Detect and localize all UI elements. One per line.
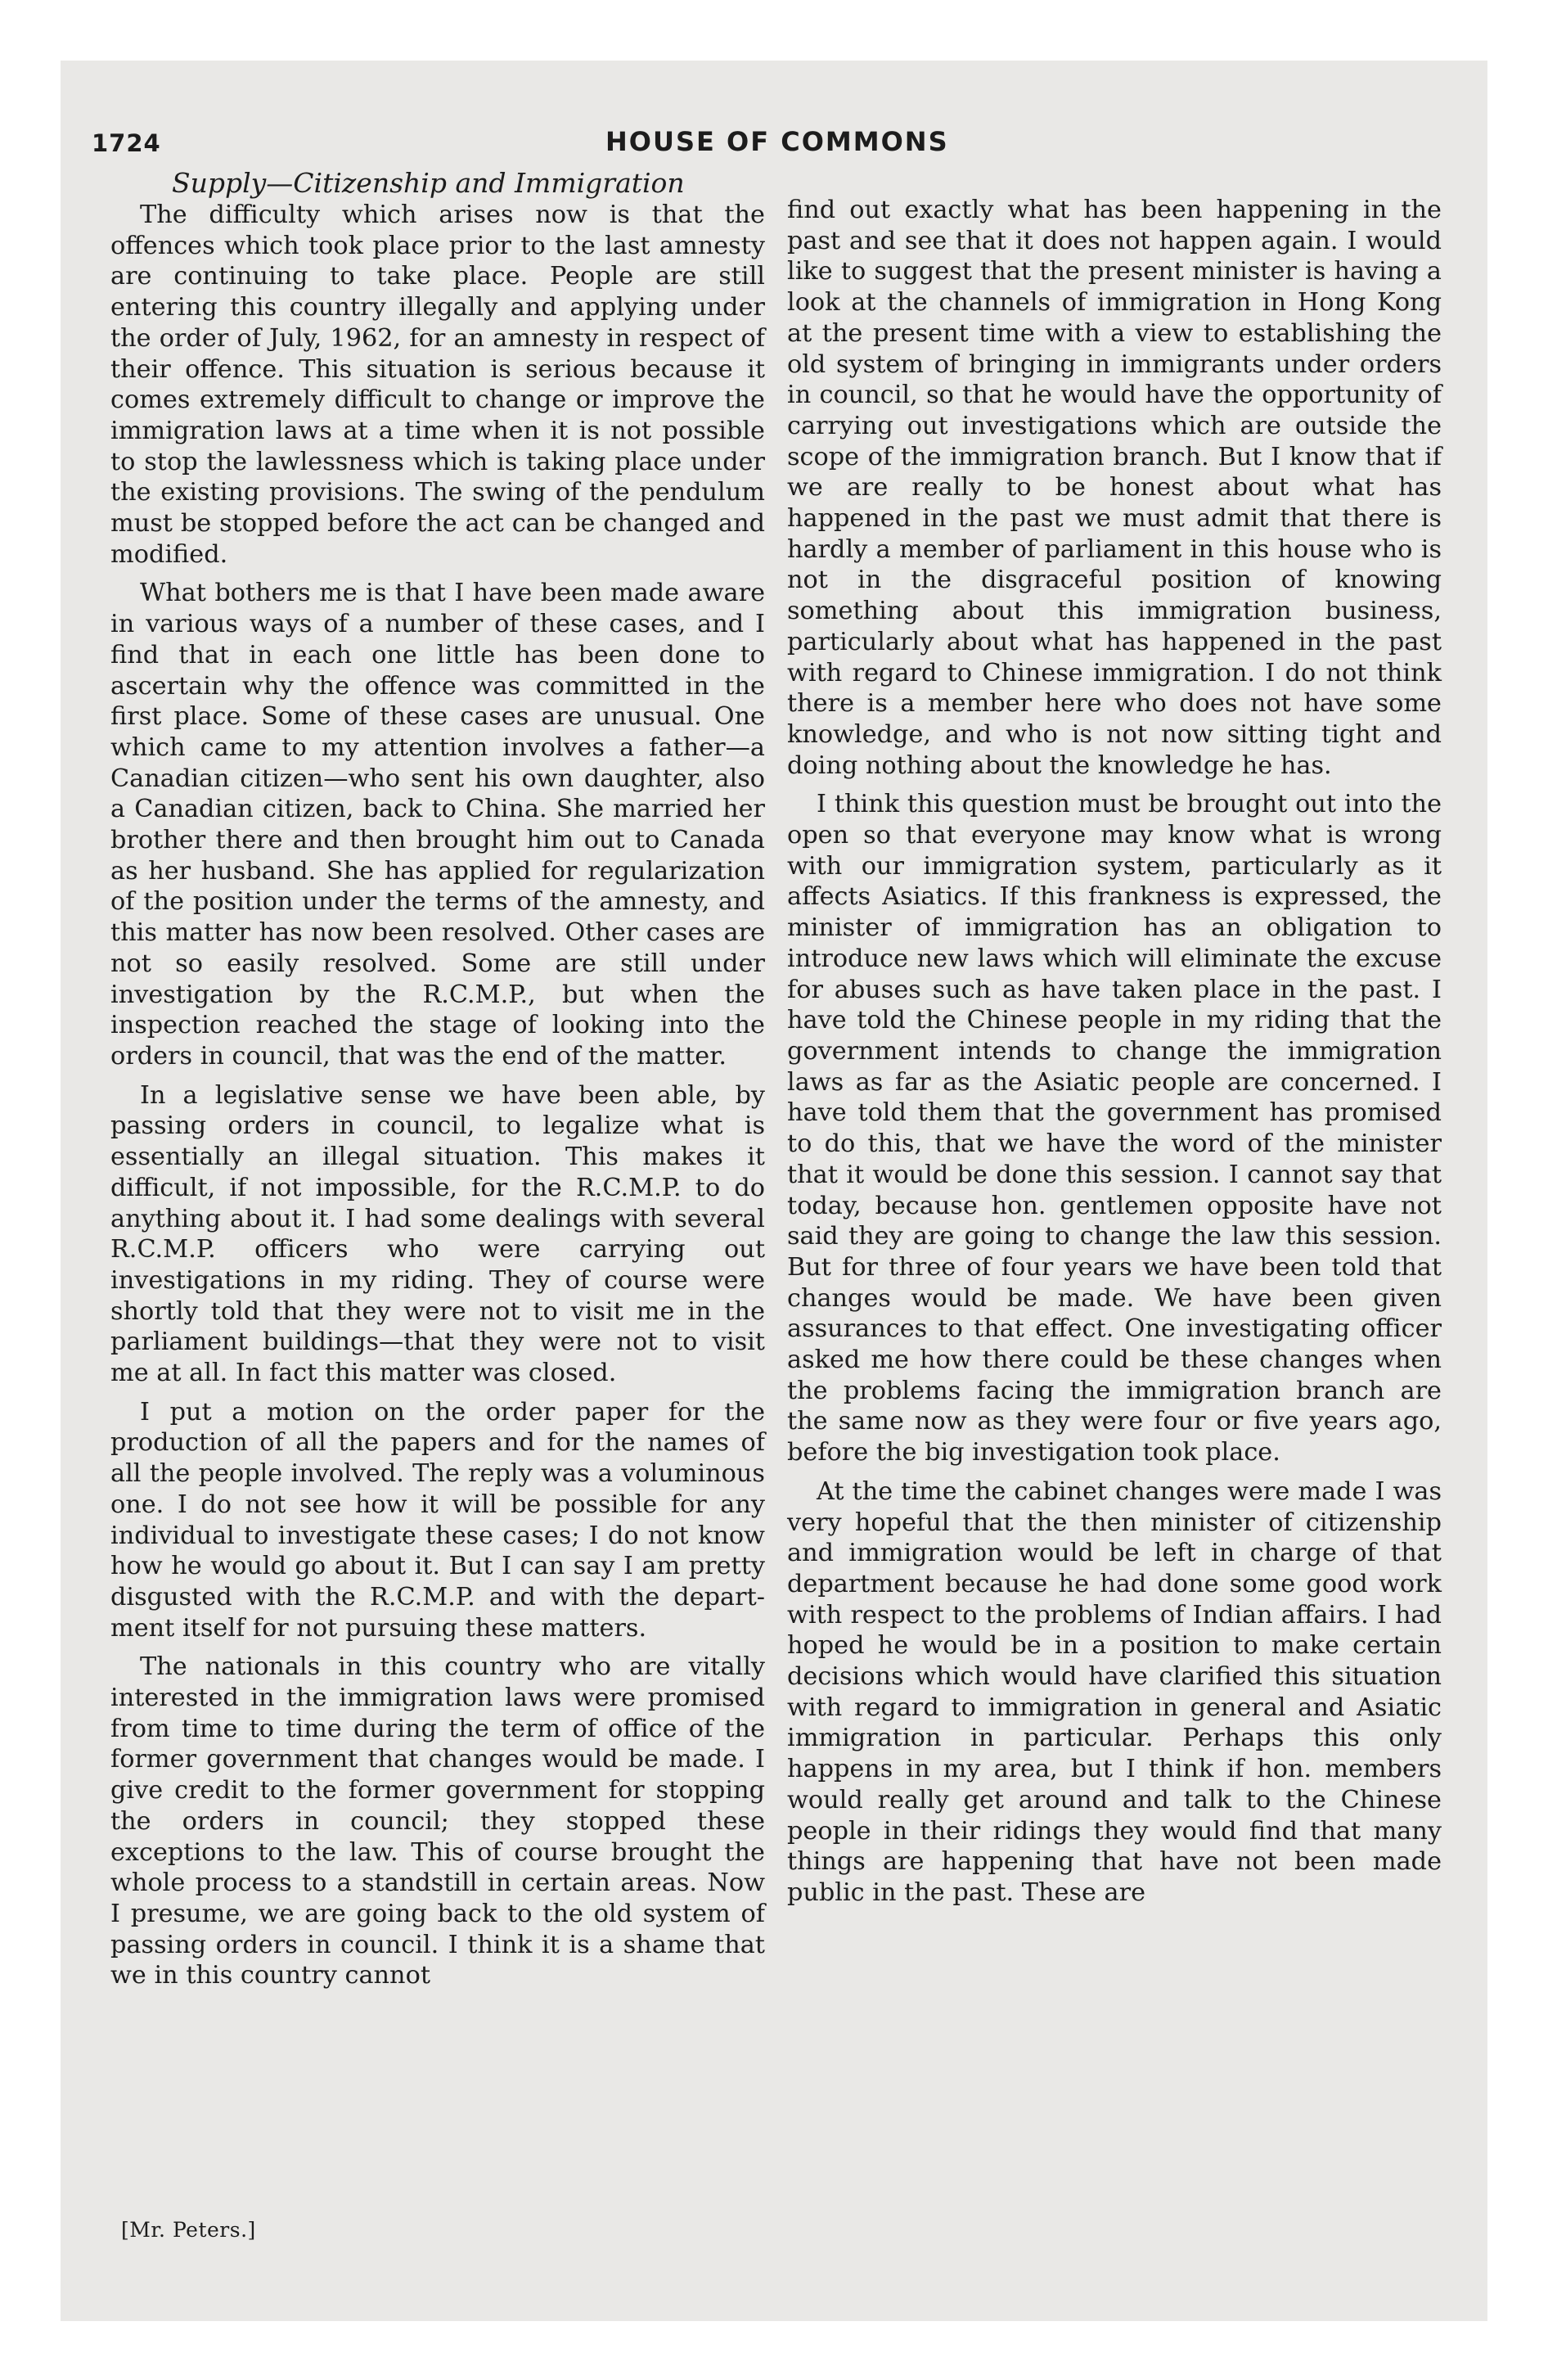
left-paragraph-1: The difficulty which arises now is that the offences which took place prior to the last amnesty are continuing to take place. People are still entering this country illegally and applying under the order of July, 1962, for an amnesty in respect of their offence. This situation is serious because it comes extremely difficult to change or improve the immigration laws at a time when it is not possible to stop the lawlessness which is taking place under the existing provisions. The swing of the pendulum must be stopped before the act can be changed and modified.: [110, 201, 765, 569]
section-title: Supply—Citizenship and Immigration: [172, 167, 685, 199]
left-paragraph-4: I put a motion on the order paper for the production of all the papers and for the names of all the people involved. The reply was a voluminous one. I do not see how it will be possible for any individual to investigate these cases; I do not know how he would go about it. But I can say I am pretty disgusted with the R.C.M.P. and with the department itself for not pursuing these matters.: [110, 1397, 765, 1643]
right-paragraph-2: I think this question must be brought out into the open so that everyone may know what is wrong with our immigration system, particularly as it affects Asiatics. If this frankness is expressed, the minister of immigration has an obligation to introduce new laws which will eliminate the excuse for abuses such as have taken place in the past. I have told the Chinese people in my riding that the government intends to change the immigration laws as far as the Asiatic people are concerned. I have told them that the government has promised to do this, that we have the word of the minister that it would be done this session. I cannot say that today, because hon. gentlemen opposite have not said they are going to change the law this session. But for three of four years we have been told that changes would be made. We have been given assurances to that effect. One investigating officer asked me how there could be these changes when the problems facing the immigration branch are the same now as they were four or five years ago, before the big investigation took place.: [787, 790, 1442, 1467]
right-paragraph-1: find out exactly what has been happening in the past and see that it does not happen again. I would like to suggest that the present minister is having a look at the channels of immigration in Hong Kong at the present time with a view to establishing the old system of bringing in immigrants under orders in council, so that he would have the opportunity of carrying out investigations which are outside the scope of the immigration branch. But I know that if we are really to be honest about what has happened in the past we must admit that there is hardly a member of parliament in this house who is not in the disgraceful position of knowing something about this immigration business, particularly about what has happened in the past with regard to Chinese immigration. I do not think there is a member here who does not have some knowledge, and who is not now sitting tight and doing nothing about the knowledge he has.: [787, 196, 1442, 780]
running-head: HOUSE OF COMMONS: [605, 126, 949, 157]
left-column: [110, 200, 765, 1991]
speaker-attribution: [Mr. Peters.]: [121, 2218, 256, 2242]
left-paragraph-5: The nationals in this country who are vitally interested in the immigration laws were promised from time to time during the term of office of the former government that changes would be made. I give credit to the former government for stopping the orders in council; they stopped these exceptions to the law. This of course brought the whole process to a standstill in certain areas. Now I presume, we are going back to the old system of passing orders in council. I think it is a shame that we in this country cannot: [110, 1652, 765, 1990]
left-paragraph-2: What bothers me is that I have been made aware in various ways of a number of these cases, and I find that in each one little has been done to ascertain why the offence was committed in the first place. Some of these cases are unusual. One which came to my attention involves a father—a Canadian citizen—who sent his own daughter, also a Canadian citizen, back to China. She married her brother there and then brought him out to Canada as her husband. She has applied for regularization of the position under the terms of the amnesty, and this matter has now been resolved. Other cases are not so easily resolved. Some are still under investigation by the R.C.M.P., but when the inspection reached the stage of looking into the orders in council, that was the end of the matter.: [110, 579, 765, 1071]
page-number: 1724: [92, 129, 161, 157]
right-column: [787, 195, 1442, 1909]
right-paragraph-3: At the time the cabinet changes were made I was very hopeful that the then minister of citizenship and immigration would be left in charge of that department because he had done some good work with respect to the problems of Indian affairs. I had hoped he would be in a position to make certain decisions which would have clarified this situation with regard to immigration in general and Asiatic immigration in particular. Perhaps this only happens in my area, but I think if hon. members would really get around and talk to the Chinese people in their ridings they would find that many things are happening that have not been made public in the past. These are: [787, 1476, 1442, 1907]
left-paragraph-3: In a legislative sense we have been able, by passing orders in council, to legalize what is essentially an illegal situation. This makes it difficult, if not impossible, for the R.C.M.P. to do anything about it. I had some dealings with several R.C.M.P. officers who were carrying out investigations in my riding. They of course were shortly told that they were not to visit me in the parliament buildings—that they were not to visit me at all. In fact this matter was closed.: [110, 1080, 765, 1388]
